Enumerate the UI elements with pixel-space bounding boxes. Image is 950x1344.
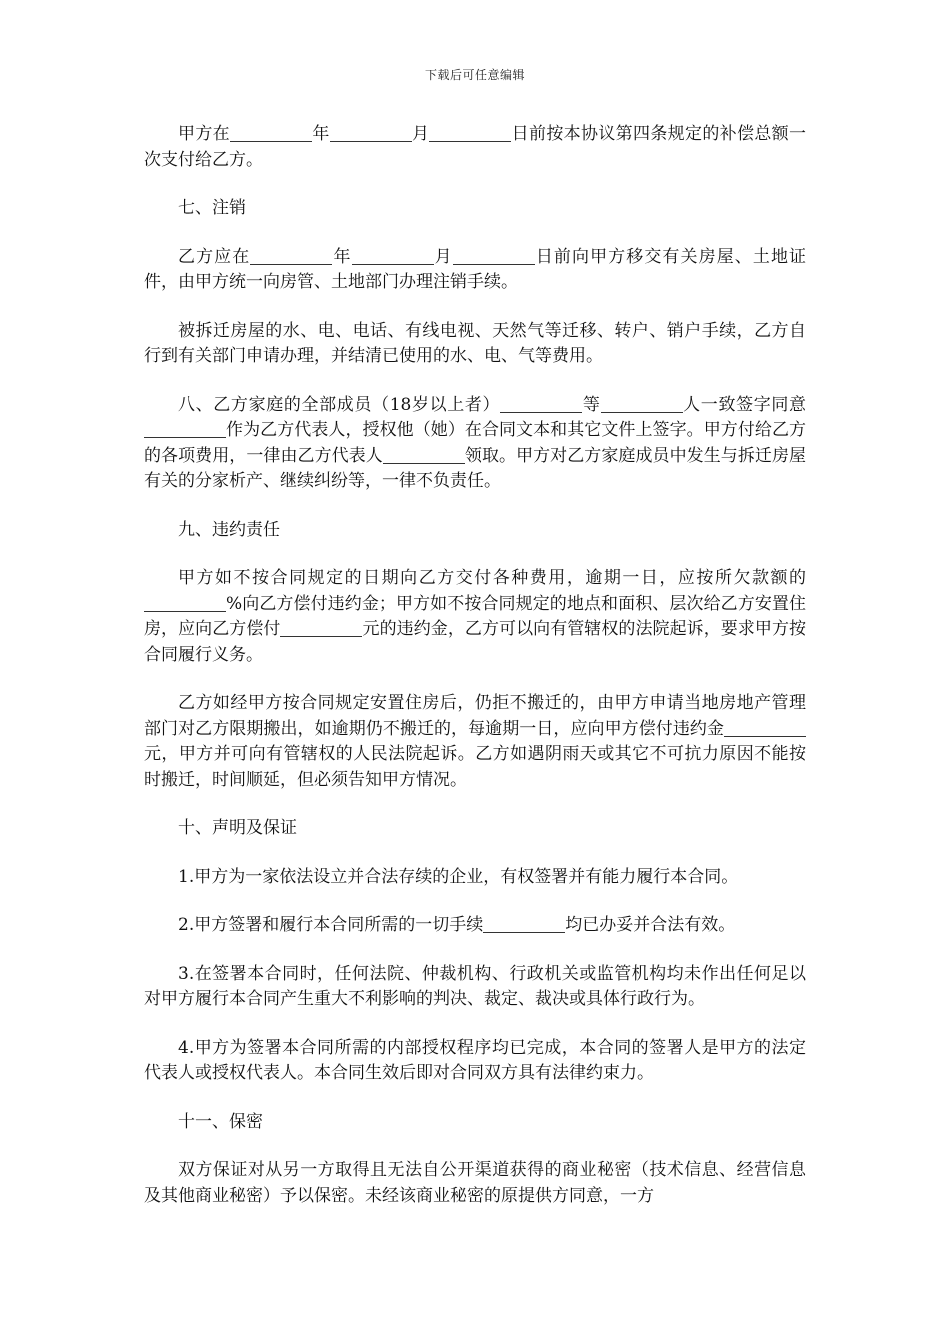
paragraph-text: 作为乙方代表人，授权他（她）在合同文本和其它文件上签字。甲方付给乙方的各项费用，一律由乙方代表人 <box>144 420 806 466</box>
paragraph-text: 月 <box>411 124 430 144</box>
paragraph <box>144 122 806 173</box>
fill-in-blank <box>144 594 226 612</box>
paragraph <box>144 1158 806 1209</box>
paragraph-text: 被拆迁房屋的水、电、电话、有线电视、天然气等迁移、转户、销户手续，乙方自行到有关部门申请办理，并结清已使用的水、电、气等费用。 <box>144 320 806 366</box>
fill-in-blank <box>601 395 683 413</box>
paragraph-text: 双方保证对从另一方取得且无法自公开渠道获得的商业秘密（技术信息、经营信息及其他商业秘密）予以保密。未经该商业秘密的原提供方同意，一方 <box>144 1160 806 1206</box>
paragraph-text: 月 <box>433 246 453 267</box>
paragraph-text: 等 <box>582 394 601 415</box>
fill-in-blank <box>330 124 412 142</box>
paragraph <box>144 393 806 495</box>
paragraph-text: 九、违约责任 <box>178 519 280 540</box>
paragraph-text: %向乙方偿付违约金；甲方如不按合同规定的地点和面积、层次给乙方安置住房，应向乙方偿付 <box>144 593 806 639</box>
paragraph <box>144 913 806 939</box>
paragraph <box>144 196 806 222</box>
paragraph-text: 均已办妥并合法有效。 <box>565 915 736 935</box>
fill-in-blank <box>144 420 226 438</box>
paragraph-text: 十、声明及保证 <box>178 818 297 838</box>
paragraph-text: 日前按本协议第四条规定的补偿总额一次支付给乙方。 <box>144 124 807 170</box>
fill-in-blank <box>352 247 434 265</box>
paragraph <box>144 1036 806 1087</box>
paragraph-text: 七、注销 <box>178 198 246 218</box>
paragraph-text: 日前向甲方移交有关房屋、土地证件，由甲方统一向房管、土地部门办理注销手续。 <box>144 246 807 292</box>
fill-in-blank <box>500 395 582 413</box>
fill-in-blank <box>483 915 565 933</box>
paragraph-text: 元，甲方并可向有管辖权的人民法院起诉。乙方如遇阴雨天或其它不可抗力原因不能按时搬迁，时间顺延，但必须告知甲方情况。 <box>144 744 806 790</box>
fill-in-blank <box>453 247 535 265</box>
paragraph-text: 甲方如不按合同规定的日期向乙方交付各种费用，逾期一日，应按所欠款额的 <box>178 568 806 588</box>
fill-in-blank <box>250 247 332 265</box>
paragraph-text: 甲方在 <box>178 124 230 144</box>
paragraph <box>144 566 806 668</box>
paragraph <box>144 245 806 296</box>
fill-in-blank <box>383 446 465 464</box>
fill-in-blank <box>280 619 362 637</box>
paragraph <box>144 1110 806 1136</box>
paragraph <box>144 865 806 891</box>
paragraph-text: 4.甲方为签署本合同所需的内部授权程序均已完成，本合同的签署人是甲方的法定代表人或授权代表人。本合同生效后即对合同双方具有法律约束力。 <box>144 1037 806 1083</box>
fill-in-blank <box>724 719 806 737</box>
fill-in-blank <box>429 124 511 142</box>
paragraph-text: 人一致签字同意 <box>682 394 807 415</box>
paragraph-text: 元的违约金，乙方可以向有管辖权的法院起诉，要求甲方按合同履行义务。 <box>144 619 807 665</box>
paragraph-text: 乙方应在 <box>178 246 251 267</box>
paragraph-text: 八、乙方家庭的全部成员（18岁以上者） <box>178 394 501 415</box>
paragraph <box>144 319 806 370</box>
paragraph-text: 十一、保密 <box>178 1111 263 1132</box>
document-body <box>144 122 806 1232</box>
paragraph-text: 年 <box>312 124 330 144</box>
paragraph-text: 1.甲方为一家依法设立并合法存续的企业，有权签署并有能力履行本合同。 <box>178 866 739 887</box>
paragraph <box>144 518 806 544</box>
paragraph-text: 领取。甲方对乙方家庭成员中发生与拆迁房屋有关的分家析产、继续纠纷等，一律不负责任。 <box>144 445 807 491</box>
paragraph-text: 3.在签署本合同时，任何法院、仲裁机构、行政机关或监管机构均未作出任何足以对甲方履行本合同产生重大不利影响的判决、裁定、裁决或具体行政行为。 <box>144 963 806 1009</box>
paragraph-text: 乙方如经甲方按合同规定安置住房后，仍拒不搬迁的，由甲方申请当地房地产管理部门对乙方限期搬出，如逾期仍不搬迁的，每逾期一日，应向甲方偿付违约金 <box>144 693 806 739</box>
page-header-note: 下载后可任意编辑 <box>424 68 525 82</box>
paragraph-text: 2.甲方签署和履行本合同所需的一切手续 <box>178 915 484 935</box>
paragraph <box>144 691 806 793</box>
paragraph-text: 年 <box>332 246 352 267</box>
fill-in-blank <box>230 124 312 142</box>
paragraph <box>144 962 806 1013</box>
paragraph <box>144 816 806 842</box>
